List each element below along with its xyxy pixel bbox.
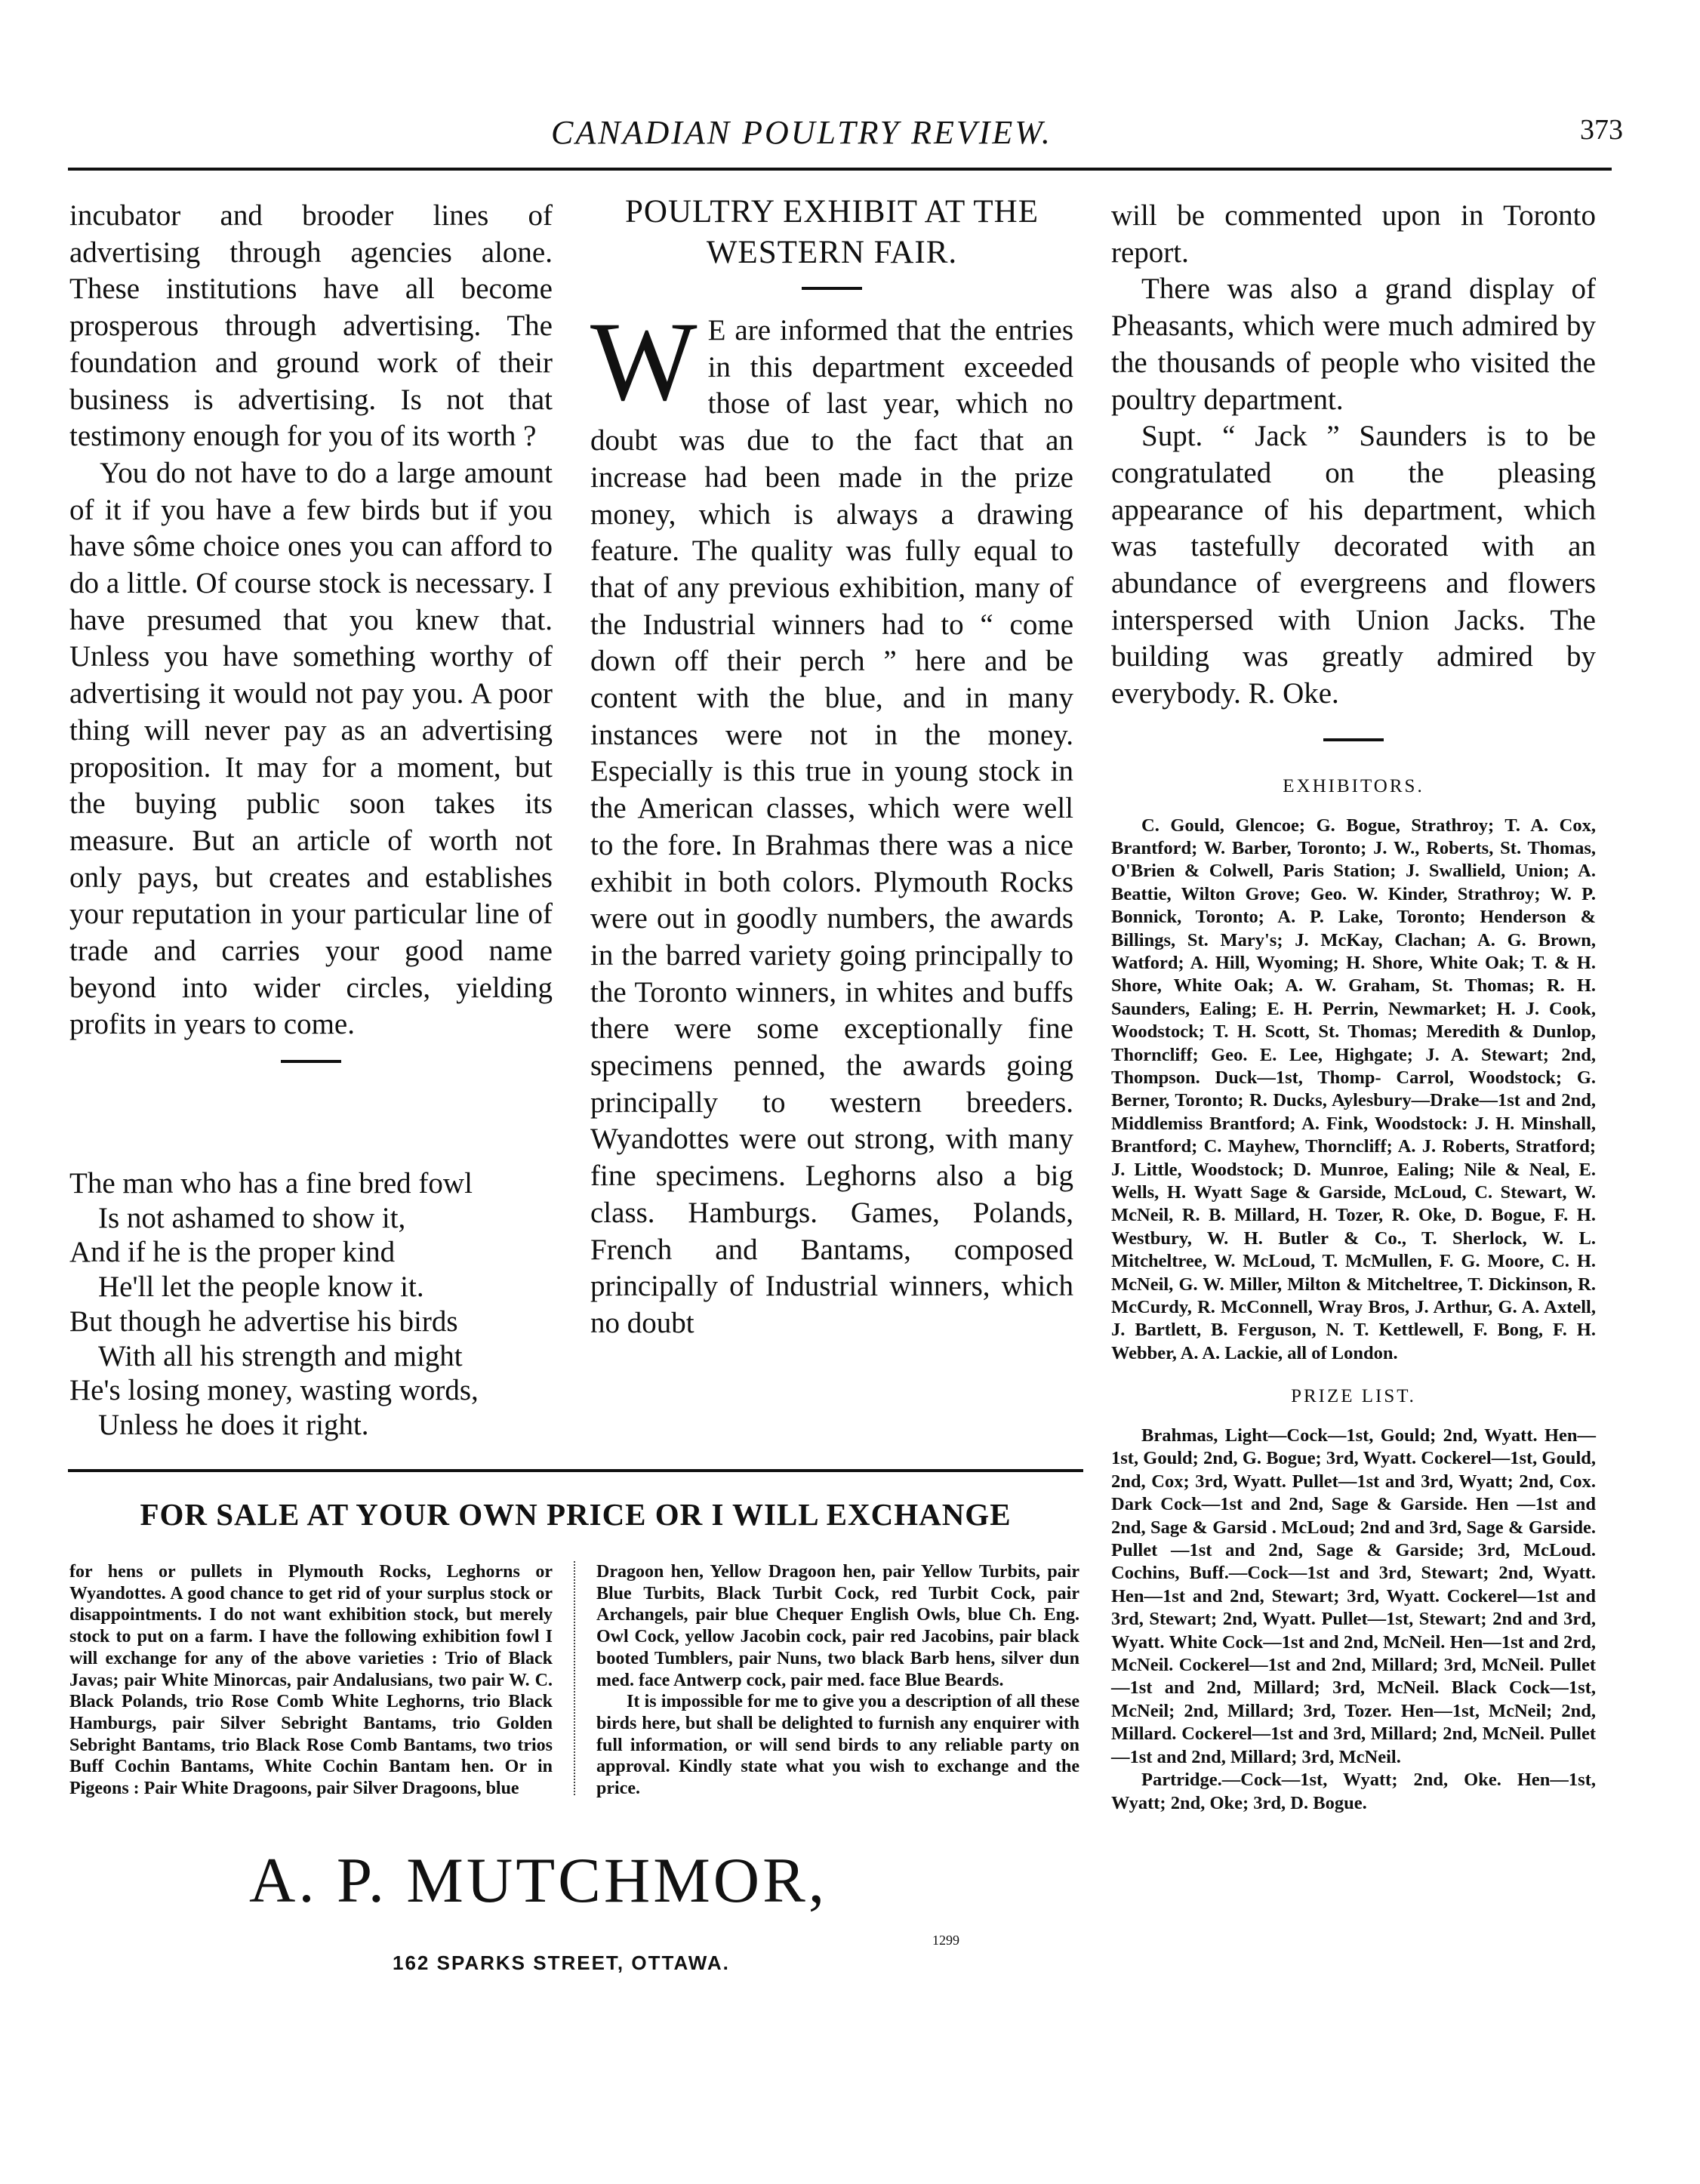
exhibitors-list (1111, 815, 1596, 1366)
article-title-line: WESTERN FAIR. (706, 235, 958, 270)
poem (69, 1166, 553, 1443)
page-header (68, 113, 1623, 174)
running-title: CANADIAN POULTRY REVIEW. (551, 114, 1052, 151)
page-number: 373 (1580, 114, 1623, 146)
exhibitors-text: C. Gould, Glencoe; G. Bogue, Strathroy; T. A. Cox, Brantford; W. Barber, Toronto; J. W., Roberts, St. Thomas, O'Brien & Colwell, Paris Station; J. Swallield, Union; A. Beattie, Wilton Grove; Geo. W. Kinder, Strathroy; W. P. Bonnick, Toronto; A. P. Lake, Toronto; Henderson & Billings, St. Mary's; J. McKay, Clachan; A. G. Brown, Watford; A. Hill, Wyoming; H. Shore, White Oak; T. & H. Shore, White Oak; A. W. Graham, St. Thomas; R. H. Saunders, Ealing; E. H. Perrin, Newmarket; H. J. Cook, Woodstock; T. H. Scott, St. Thomas; Meredith & Dunlop, Thorncliff; Geo. E. Lee, Highgate; J. A. Stewart; 2nd, Thompson. Duck—1st, Thomp- Carrol, Woodstock; G. Berner, Toronto; R. Ducks, Aylesbury—Drake—1st and 2nd, Middlemiss Brantford; A. Fink, Woodstock: J. H. Minshall, Brantford; C. Mayhew, Thorncliff; A. J. Roberts, Stratford; J. Little, Woodstock; D. Munroe, Ealing; Nile & Neal, E. Wells, H. Wyatt Sage & Garside, McLoud, C. Stewart, W. McNeil, R. B. Millard, H. Tozer, R. Oke, D. Bogue, F. H. Westbury, W. H. Butler & Co., T. Sherlock, W. L. Mitcheltree, W. McLoud, T. McMullen, F. G. Moore, C. H. McNeil, G. W. Miller, Milton & Mitcheltree, T. Dickinson, R. McCurdy, R. McConnell, Wray Bros, J. Arthur, G. A. Axtell, J. Bartlett, B. Ferguson, N. T. Kettlewell, F. Bong, F. H. Webber, A. A. Lackie, all of London. (1111, 815, 1596, 1363)
article-title (590, 192, 1073, 273)
ad-text: It is impossible for me to give you a description of all these birds here, but shall be delighted to furnish any enquirer with full information, or will send birds to any reliable party on approval. Kindly state what you wish to exchange and the price. (596, 1692, 1079, 1799)
prize-text: Partridge.—Cock—1st, Wyatt; 2nd, Oke. Hen—1st, Wyatt; 2nd, Oke; 3rd, D. Bogue. (1111, 1770, 1596, 1813)
ad-code: 1299 (932, 1933, 959, 1948)
prize-text: Brahmas, Light—Cock—1st, Gould; 2nd, Wyatt. Hen—1st, Gould; 2nd, G. Bogue; 3rd, Wyatt. Cockerel—1st, Gould, 2nd, Cox; 3rd, Wyatt. Pullet—1st and 3rd, Wyatt; 2nd, Cox. Dark Cock—1st and 2nd, Sage & Garside. Hen —1st and 2nd, Sage & Garsid . McLoud; 2nd and 3rd, Sage & Garside. Pullet —1st and 2nd, Sage & Garside; 3rd, McLoud. Cochins, Buff.—Cock—1st and 3rd, Stewart; 2nd, Wyatt. Hen—1st and 2nd, Stewart; 3rd, Wyatt. Cockerel—1st and 3rd, Stewart; 2nd, Wyatt. Pullet—1st, Stewart; 2nd and 3rd, Wyatt. White Cock—1st and 2nd, McNeil. Hen—1st and 2rd, McNeil. Cockerel—1st and 2nd, Millard; 3rd, McNeil. Pullet—1st and 2nd, Millard; 3rd, McNeil. Black Cock—1st, McNeil; 2nd, Millard; 3rd, Tozer. Hen—1st, McNeil; 2nd, Millard. Cockerel—1st and 3rd, Millard; 2nd, McNeil. Pullet—1st and 2nd, Millard; 3rd, McNeil. (1111, 1425, 1596, 1767)
poem-line: He's losing money, wasting words, (69, 1374, 479, 1407)
divider (802, 287, 862, 290)
prize-list-heading: PRIZE LIST. (1291, 1386, 1416, 1407)
ad-column-divider (574, 1561, 575, 1795)
drop-cap: W (590, 299, 698, 424)
article-text: E are informed that the entries in this department exceeded those of last year, which no doubt was due to the fact that an increase had been made in the prize money, which is always a drawing feature. The quality was fully equal to that of any previous exhibition, many of the Industrial winners had to “ come down off their perch ” here and be content with the blue, and in many instances were not in the money. Especially is this true in young stock in the American classes, which were well to the fore. In Brahmas there was a nice exhibit in both colors. Plymouth Rocks were out in goodly numbers, the awards in the barred variety going principally to the Toronto winners, in whites and buffs there were some exceptionally fine specimens penned, the awards going principally to western breeders. Wyandottes were out strong, with many fine specimens. Leghorns also a big class. Hamburgs. Games, Polands, French and Bantams, composed principally of Industrial winners, which no doubt (590, 314, 1073, 1339)
divider (281, 1060, 341, 1063)
ad-column-1 (69, 1561, 553, 1800)
paragraph: Supt. “ Jack ” Saunders is to be congratulated on the pleasing appearance of his department, which was tastefully decorated with an abundance of evergreens and flowers interspersed with Union Jacks. The building was greatly admired by everybody. R. Oke. (1111, 420, 1596, 710)
poem-line: But though he advertise his birds (69, 1305, 458, 1338)
poem-line: Is not ashamed to show it, (98, 1201, 406, 1234)
article-body (590, 299, 1073, 1342)
paragraph: You do not have to do a large amount of it if you have a few birds but if you have sôme choice ones you can afford to do a little. Of course stock is necessary. I have presumed that you knew that. Unless you have something worthy of advertising it would not pay you. A poor thing will never pay as an advertising proposition. It may for a moment, but the buying public soon takes its measure. But an article of worth not only pays, but creates and establishes your reputation in your particular line of trade and carries your good name beyond into wider circles, yielding profits in years to come. (69, 456, 553, 1041)
ad-title: FOR SALE AT YOUR OWN PRICE OR I WILL EXCHANGE (140, 1497, 1012, 1532)
paragraph: incubator and brooder lines of advertising through agencies alone. These institutions have all become prosperous through advertising. The foundation and ground work of their business is advertising. Is not that testimony enough for you of its worth ? (69, 199, 553, 453)
poem-line: Unless he does it right. (98, 1408, 369, 1441)
column-1 (69, 198, 553, 1086)
ad-text: for hens or pullets in Plymouth Rocks, Leghorns or Wyandottes. A good chance to get rid of your surplus stock or disappointments. I do not want exhibition stock, but merely stock to put on a farm. I have the following exhibition fowl I will exchange for any of the above varieties : Trio of Black Javas; pair White Minorcas, pair Andalusians, two pair W. C. Black Polands, trio Rose Comb White Leghorns, trio Black Hamburgs, pair Silver Sebright Bantams, trio Golden Sebright Bantams, trio Black Rose Comb Bantams, two trios Buff Cochin Bantams, White Cochin Bantam hen. Or in Pigeons : Pair White Dragoons, pair Silver Dragoons, blue (69, 1562, 553, 1799)
column-3 (1111, 198, 1596, 1815)
ad-column-2 (596, 1561, 1079, 1800)
paragraph: will be commented upon in Toronto report. (1111, 199, 1596, 269)
column-2 (590, 194, 1073, 1342)
poem-line: He'll let the people know it. (98, 1271, 424, 1304)
poem-line: With all his strength and might (98, 1339, 463, 1372)
poem-line: And if he is the proper kind (69, 1236, 396, 1269)
ad-text: Dragoon hen, Yellow Dragoon hen, pair Yellow Turbits, pair Blue Turbits, Black Turbit Cock, red Turbit Cock, pair Archangels, pair blue Chequer English Owls, blue Ch. Eng. Owl Cock, yellow Jacobin cock, pair red Jacobins, pair black booted Tumblers, pair Nuns, two black Barb hens, silver dun med. face Antwerp cock, pair med. face Blue Beards. (596, 1562, 1079, 1690)
header-rule (68, 168, 1612, 171)
advertiser-address: 162 SPARKS STREET, OTTAWA. (393, 1951, 730, 1974)
prize-list (1111, 1425, 1596, 1815)
divider (1323, 738, 1384, 741)
exhibitors-heading: EXHIBITORS. (1283, 775, 1424, 796)
poem-line: The man who has a fine bred fowl (69, 1167, 473, 1200)
paragraph: There was also a grand display of Pheasants, which were much admired by the thousands of people who visited the poultry department. (1111, 273, 1596, 416)
article-title-line: POULTRY EXHIBIT AT THE (624, 194, 1039, 229)
advertiser-name: A. P. MUTCHMOR, (249, 1845, 828, 1916)
ad-rule (68, 1469, 1083, 1472)
